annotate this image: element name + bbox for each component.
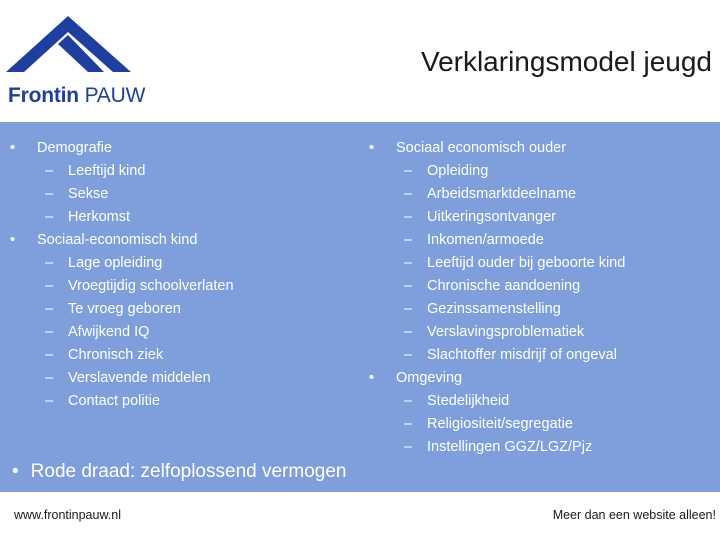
bullet-item	[369, 137, 714, 160]
sub-bullet-item	[10, 321, 340, 344]
bullet-text: Afwijkend IQ	[68, 324, 150, 340]
bullet-marker: –	[45, 255, 54, 271]
bullet-item	[10, 137, 340, 160]
bullet-marker: –	[404, 347, 413, 363]
bullet-item	[369, 367, 714, 390]
bullet-marker: –	[404, 439, 413, 455]
sub-bullet-item	[10, 206, 340, 229]
bullet-marker: –	[45, 324, 54, 340]
bullet-marker: –	[45, 393, 54, 409]
bullet-marker: –	[404, 301, 413, 317]
bullet-marker: •	[369, 370, 375, 386]
bullet-text: Sociaal economisch ouder	[396, 140, 567, 156]
bullet-text: Contact politie	[68, 393, 160, 409]
frontin-pauw-logo	[0, 0, 145, 122]
bullet-text: Instellingen GGZ/LGZ/Pjz	[427, 439, 593, 455]
sub-bullet-item	[369, 229, 714, 252]
bullet-marker: •	[12, 461, 19, 482]
bullet-marker: –	[404, 416, 413, 432]
bullet-text: Leeftijd ouder bij geboorte kind	[427, 255, 626, 271]
bullet-text: Lage opleiding	[68, 255, 163, 271]
sub-bullet-item	[369, 436, 714, 459]
sub-bullet-item	[369, 275, 714, 298]
bullet-marker: –	[45, 301, 54, 317]
bullet-marker: –	[404, 186, 413, 202]
bullet-text: Herkomst	[68, 209, 131, 225]
bullet-text: Leeftijd kind	[68, 163, 146, 179]
sub-bullet-item	[369, 390, 714, 413]
logo-brand-light: PAUW	[84, 84, 146, 107]
bullet-text: Demografie	[37, 140, 112, 156]
bullet-text: Verslavende middelen	[68, 370, 211, 386]
bullet-marker: –	[404, 393, 413, 409]
bullet-text: Inkomen/armoede	[427, 232, 544, 248]
bullet-text: Omgeving	[396, 370, 463, 386]
sub-bullet-item	[369, 413, 714, 436]
sub-bullet-item	[10, 298, 340, 321]
logo-brand-bold: Frontin	[8, 84, 79, 107]
bullet-marker: –	[404, 255, 413, 271]
logo-wordmark	[8, 84, 145, 108]
bullet-text: Verslavingsproblematiek	[427, 324, 585, 340]
website-link[interactable]: www.frontinpauw.nl	[14, 508, 122, 522]
bullet-text: Sekse	[68, 186, 109, 202]
sub-bullet-item	[369, 206, 714, 229]
bullet-marker: –	[404, 324, 413, 340]
sub-bullet-item	[369, 344, 714, 367]
sub-bullet-item	[369, 252, 714, 275]
slide-title: Verklaringsmodel jeugd	[420, 46, 712, 77]
bullet-text: Arbeidsmarktdeelname	[427, 186, 577, 202]
right-column	[369, 137, 714, 459]
sub-bullet-item	[10, 344, 340, 367]
bullet-marker: –	[404, 278, 413, 294]
bullet-text: Opleiding	[427, 163, 489, 179]
bullet-marker: –	[45, 163, 54, 179]
bullet-marker: –	[45, 209, 54, 225]
bullet-marker: •	[10, 140, 16, 156]
bullet-text: Stedelijkheid	[427, 393, 510, 409]
bullet-text: Slachtoffer misdrijf of ongeval	[427, 347, 617, 363]
bullet-text: Te vroeg geboren	[68, 301, 181, 317]
bullet-text: Religiositeit/segregatie	[427, 416, 573, 432]
sub-bullet-item	[369, 321, 714, 344]
bullet-marker: •	[369, 140, 375, 156]
bullet-marker: –	[404, 209, 413, 225]
bullet-text: Sociaal-economisch kind	[37, 232, 198, 248]
bullet-marker: –	[45, 186, 54, 202]
footer-bullet-text: Rode draad: zelfoplossend vermogen	[30, 461, 347, 482]
tagline: Meer dan een website alleen!	[552, 508, 716, 522]
bullet-marker: –	[45, 347, 54, 363]
sub-bullet-item	[10, 367, 340, 390]
bullet-text: Gezinssamenstelling	[427, 301, 561, 317]
left-column	[10, 137, 340, 413]
sub-bullet-item	[10, 252, 340, 275]
sub-bullet-item	[10, 160, 340, 183]
logo-roof-icon	[6, 12, 131, 78]
sub-bullet-item	[369, 298, 714, 321]
sub-bullet-item	[369, 160, 714, 183]
bullet-marker: –	[45, 278, 54, 294]
bullet-item	[10, 229, 340, 252]
bullet-marker: –	[404, 163, 413, 179]
bullet-marker: –	[45, 370, 54, 386]
sub-bullet-item	[10, 390, 340, 413]
sub-bullet-item	[10, 275, 340, 298]
bullet-marker: •	[10, 232, 16, 248]
bullet-text: Chronisch ziek	[68, 347, 164, 363]
footer-bullet	[12, 461, 346, 483]
bullet-text: Chronische aandoening	[427, 278, 581, 294]
sub-bullet-item	[10, 183, 340, 206]
sub-bullet-item	[369, 183, 714, 206]
bullet-marker: –	[404, 232, 413, 248]
bullet-text: Uitkeringsontvanger	[427, 209, 556, 225]
bullet-text: Vroegtijdig schoolverlaten	[68, 278, 234, 294]
